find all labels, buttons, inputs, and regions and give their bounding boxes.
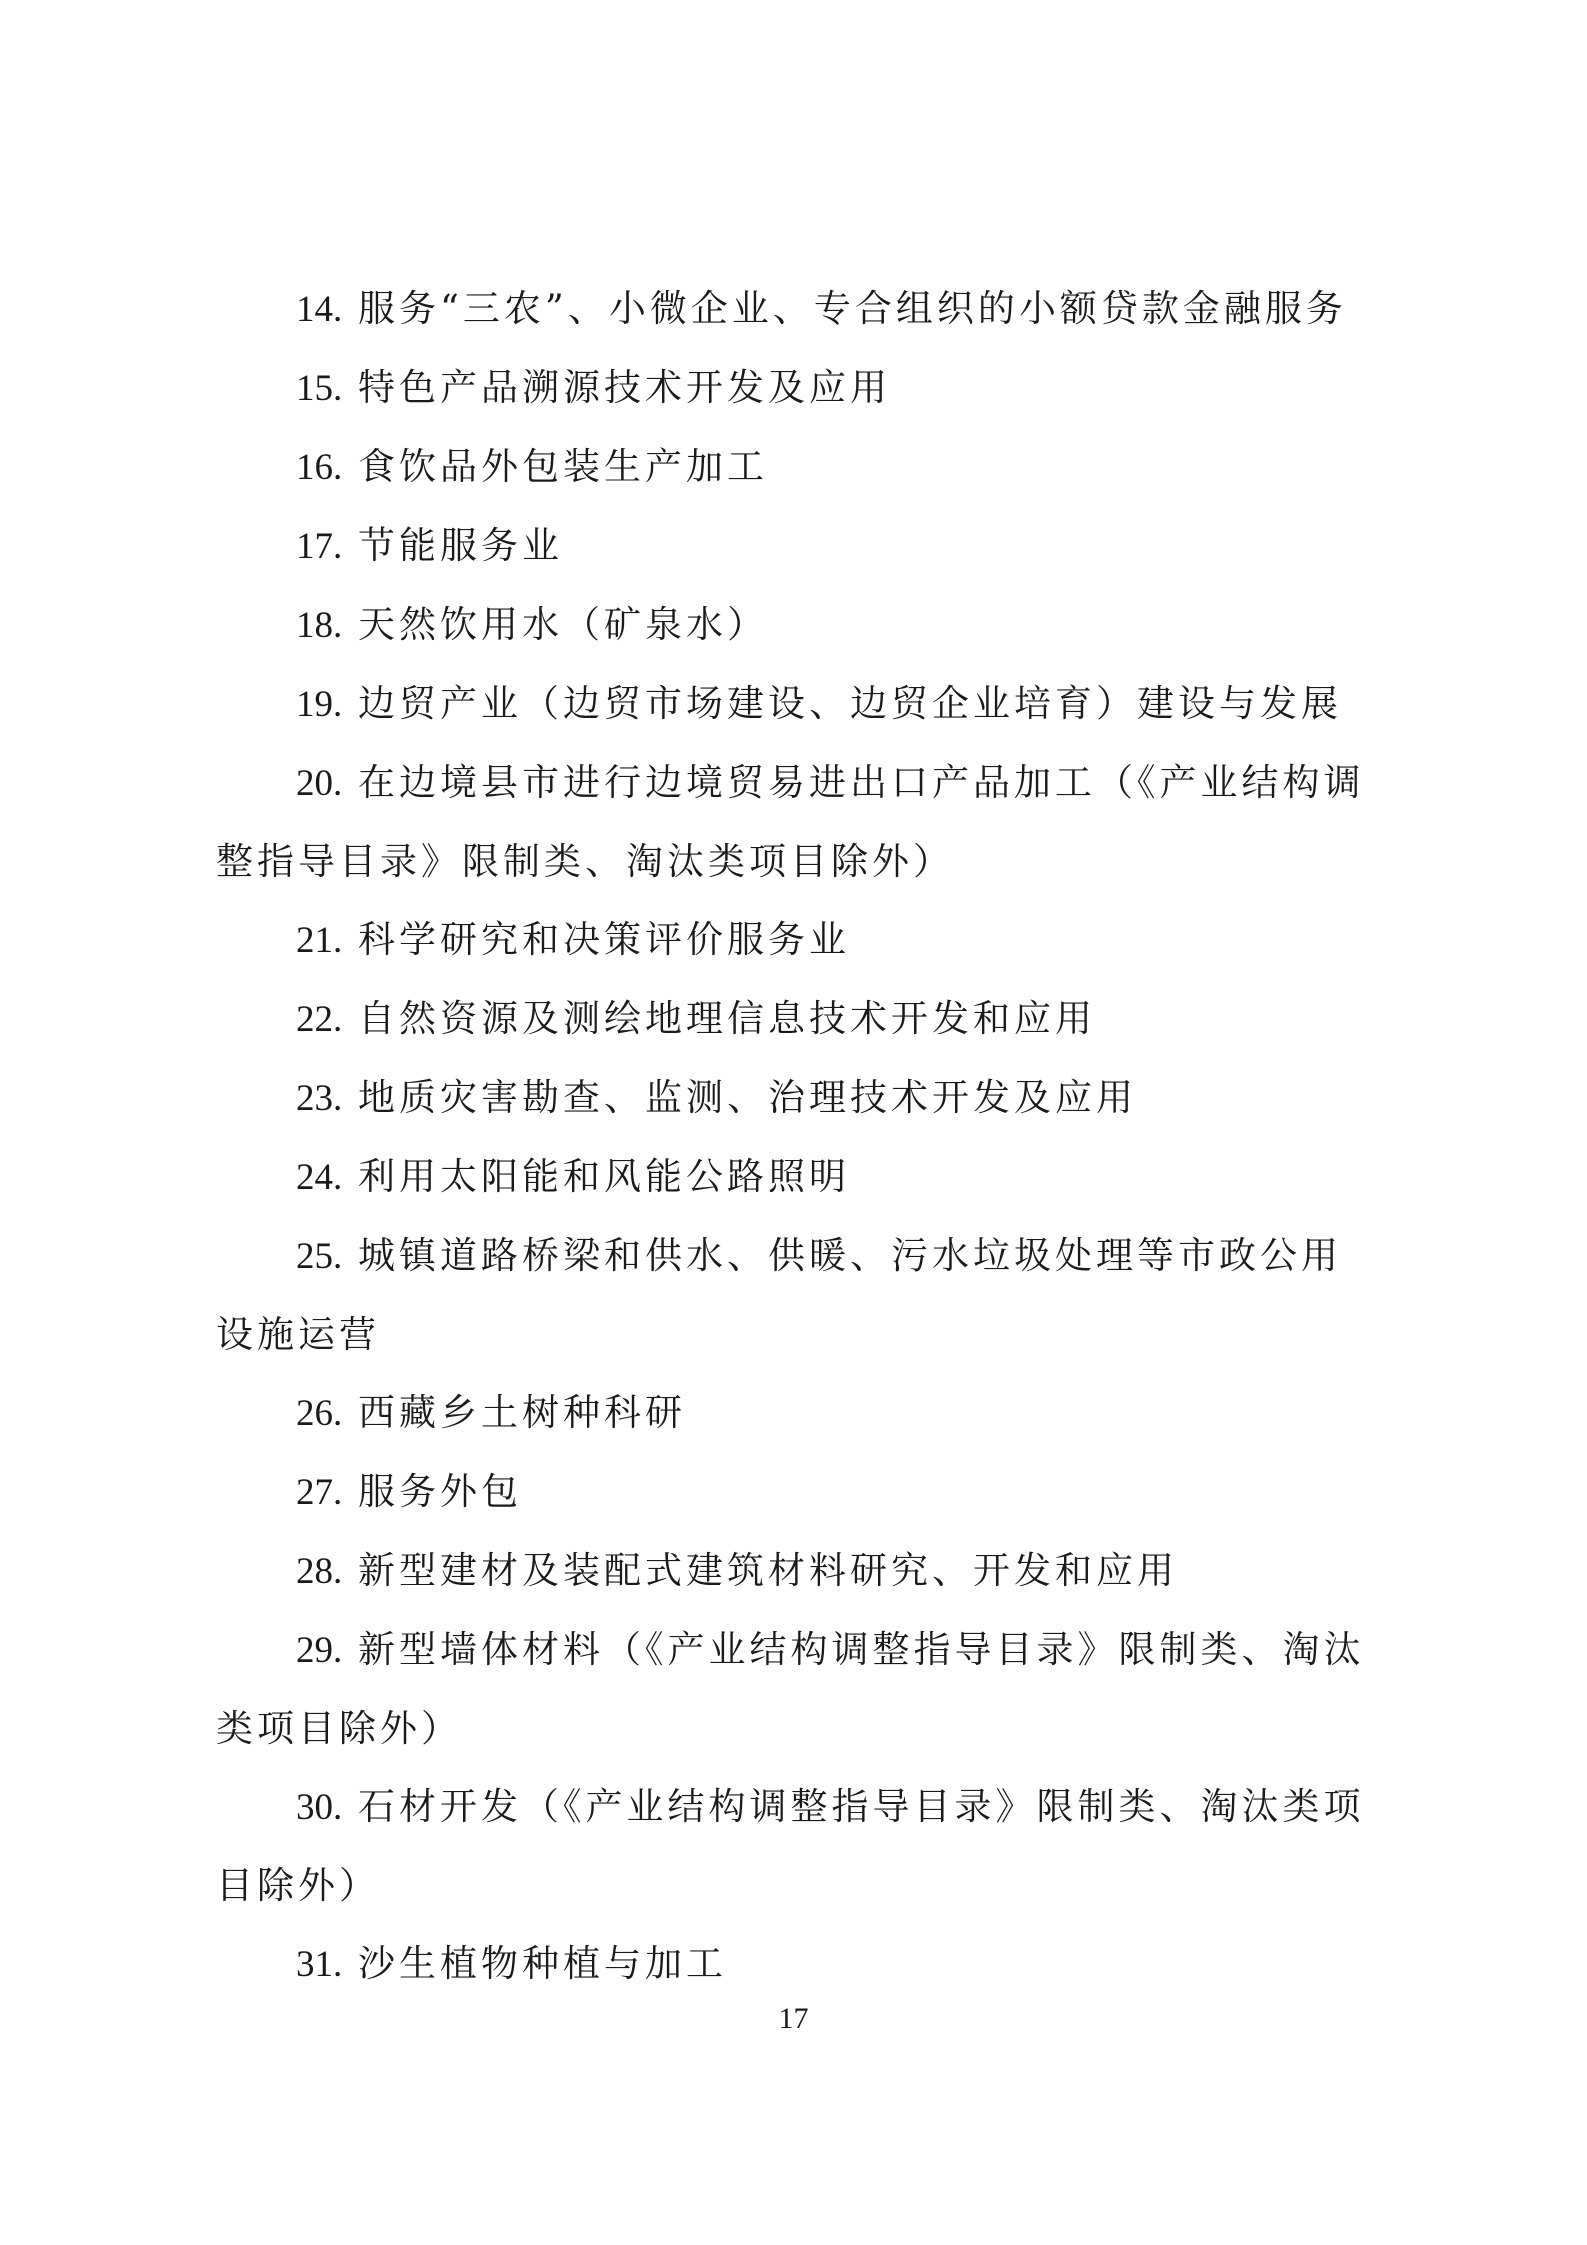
list-item — [216, 1059, 1371, 1138]
list-item — [216, 270, 1371, 349]
list-item — [216, 349, 1371, 428]
list-item — [216, 1611, 1371, 1768]
list-item — [216, 1138, 1371, 1217]
item-text: 沙生植物种植与加工 — [358, 1942, 728, 1985]
item-text: 食饮品外包装生产加工 — [358, 445, 769, 488]
item-number: 23. — [296, 1078, 343, 1119]
item-number: 26. — [296, 1393, 343, 1434]
item-text: 科学研究和决策评价服务业 — [358, 918, 851, 961]
item-text: 新型墙体材料（《产业结构调整指导目录》限制类、淘汰类项目除外） — [216, 1628, 1365, 1750]
item-number: 28. — [296, 1551, 343, 1592]
item-number: 30. — [296, 1787, 343, 1828]
item-number: 29. — [296, 1630, 343, 1671]
item-text: 新型建材及装配式建筑材料研究、开发和应用 — [358, 1549, 1179, 1592]
list-item — [216, 744, 1371, 901]
list-item — [216, 1532, 1371, 1611]
item-number: 15. — [296, 368, 343, 409]
item-text: 自然资源及测绘地理信息技术开发和应用 — [358, 997, 1097, 1040]
item-number: 31. — [296, 1944, 343, 1985]
item-number: 19. — [296, 684, 343, 725]
list-item — [216, 980, 1371, 1059]
item-text: 节能服务业 — [358, 524, 564, 567]
list-item — [216, 1374, 1371, 1453]
item-text: 城镇道路桥梁和供水、供暖、污水垃圾处理等市政公用设施运营 — [216, 1234, 1343, 1356]
list-item — [216, 665, 1371, 744]
item-text: 利用太阳能和风能公路照明 — [358, 1155, 851, 1198]
list-item — [216, 1925, 1371, 2004]
item-text: 在边境县市进行边境贸易进出口产品加工（《产业结构调整指导目录》限制类、淘汰类项目除外） — [216, 761, 1365, 883]
item-number: 20. — [296, 763, 343, 804]
item-text: 特色产品溯源技术开发及应用 — [358, 366, 892, 409]
item-number: 21. — [296, 920, 343, 961]
list-item — [216, 507, 1371, 586]
list-item — [216, 1453, 1371, 1532]
item-text: 石材开发（《产业结构调整指导目录》限制类、淘汰类项目除外） — [216, 1785, 1365, 1907]
list-item — [216, 1768, 1371, 1925]
item-number: 16. — [296, 447, 343, 488]
item-number: 14. — [296, 289, 343, 330]
item-number: 22. — [296, 999, 343, 1040]
item-number: 24. — [296, 1157, 343, 1198]
item-number: 25. — [296, 1236, 343, 1277]
item-number: 27. — [296, 1472, 343, 1513]
page-number: 17 — [778, 2002, 809, 2035]
item-text: 服务外包 — [358, 1470, 523, 1513]
item-text: 西藏乡土树种科研 — [358, 1391, 687, 1434]
item-number: 17. — [296, 526, 343, 567]
list-item — [216, 901, 1371, 980]
list-item — [216, 586, 1371, 665]
item-number: 18. — [296, 605, 343, 646]
item-list — [216, 270, 1371, 2004]
item-text: 服务“三农”、小微企业、专合组织的小额贷款金融服务 — [358, 287, 1347, 330]
item-text: 边贸产业（边贸市场建设、边贸企业培育）建设与发展 — [358, 682, 1343, 725]
item-text: 天然饮用水（矿泉水） — [358, 603, 769, 646]
item-text: 地质灾害勘查、监测、治理技术开发及应用 — [358, 1076, 1138, 1119]
list-item — [216, 1217, 1371, 1374]
list-item — [216, 428, 1371, 507]
